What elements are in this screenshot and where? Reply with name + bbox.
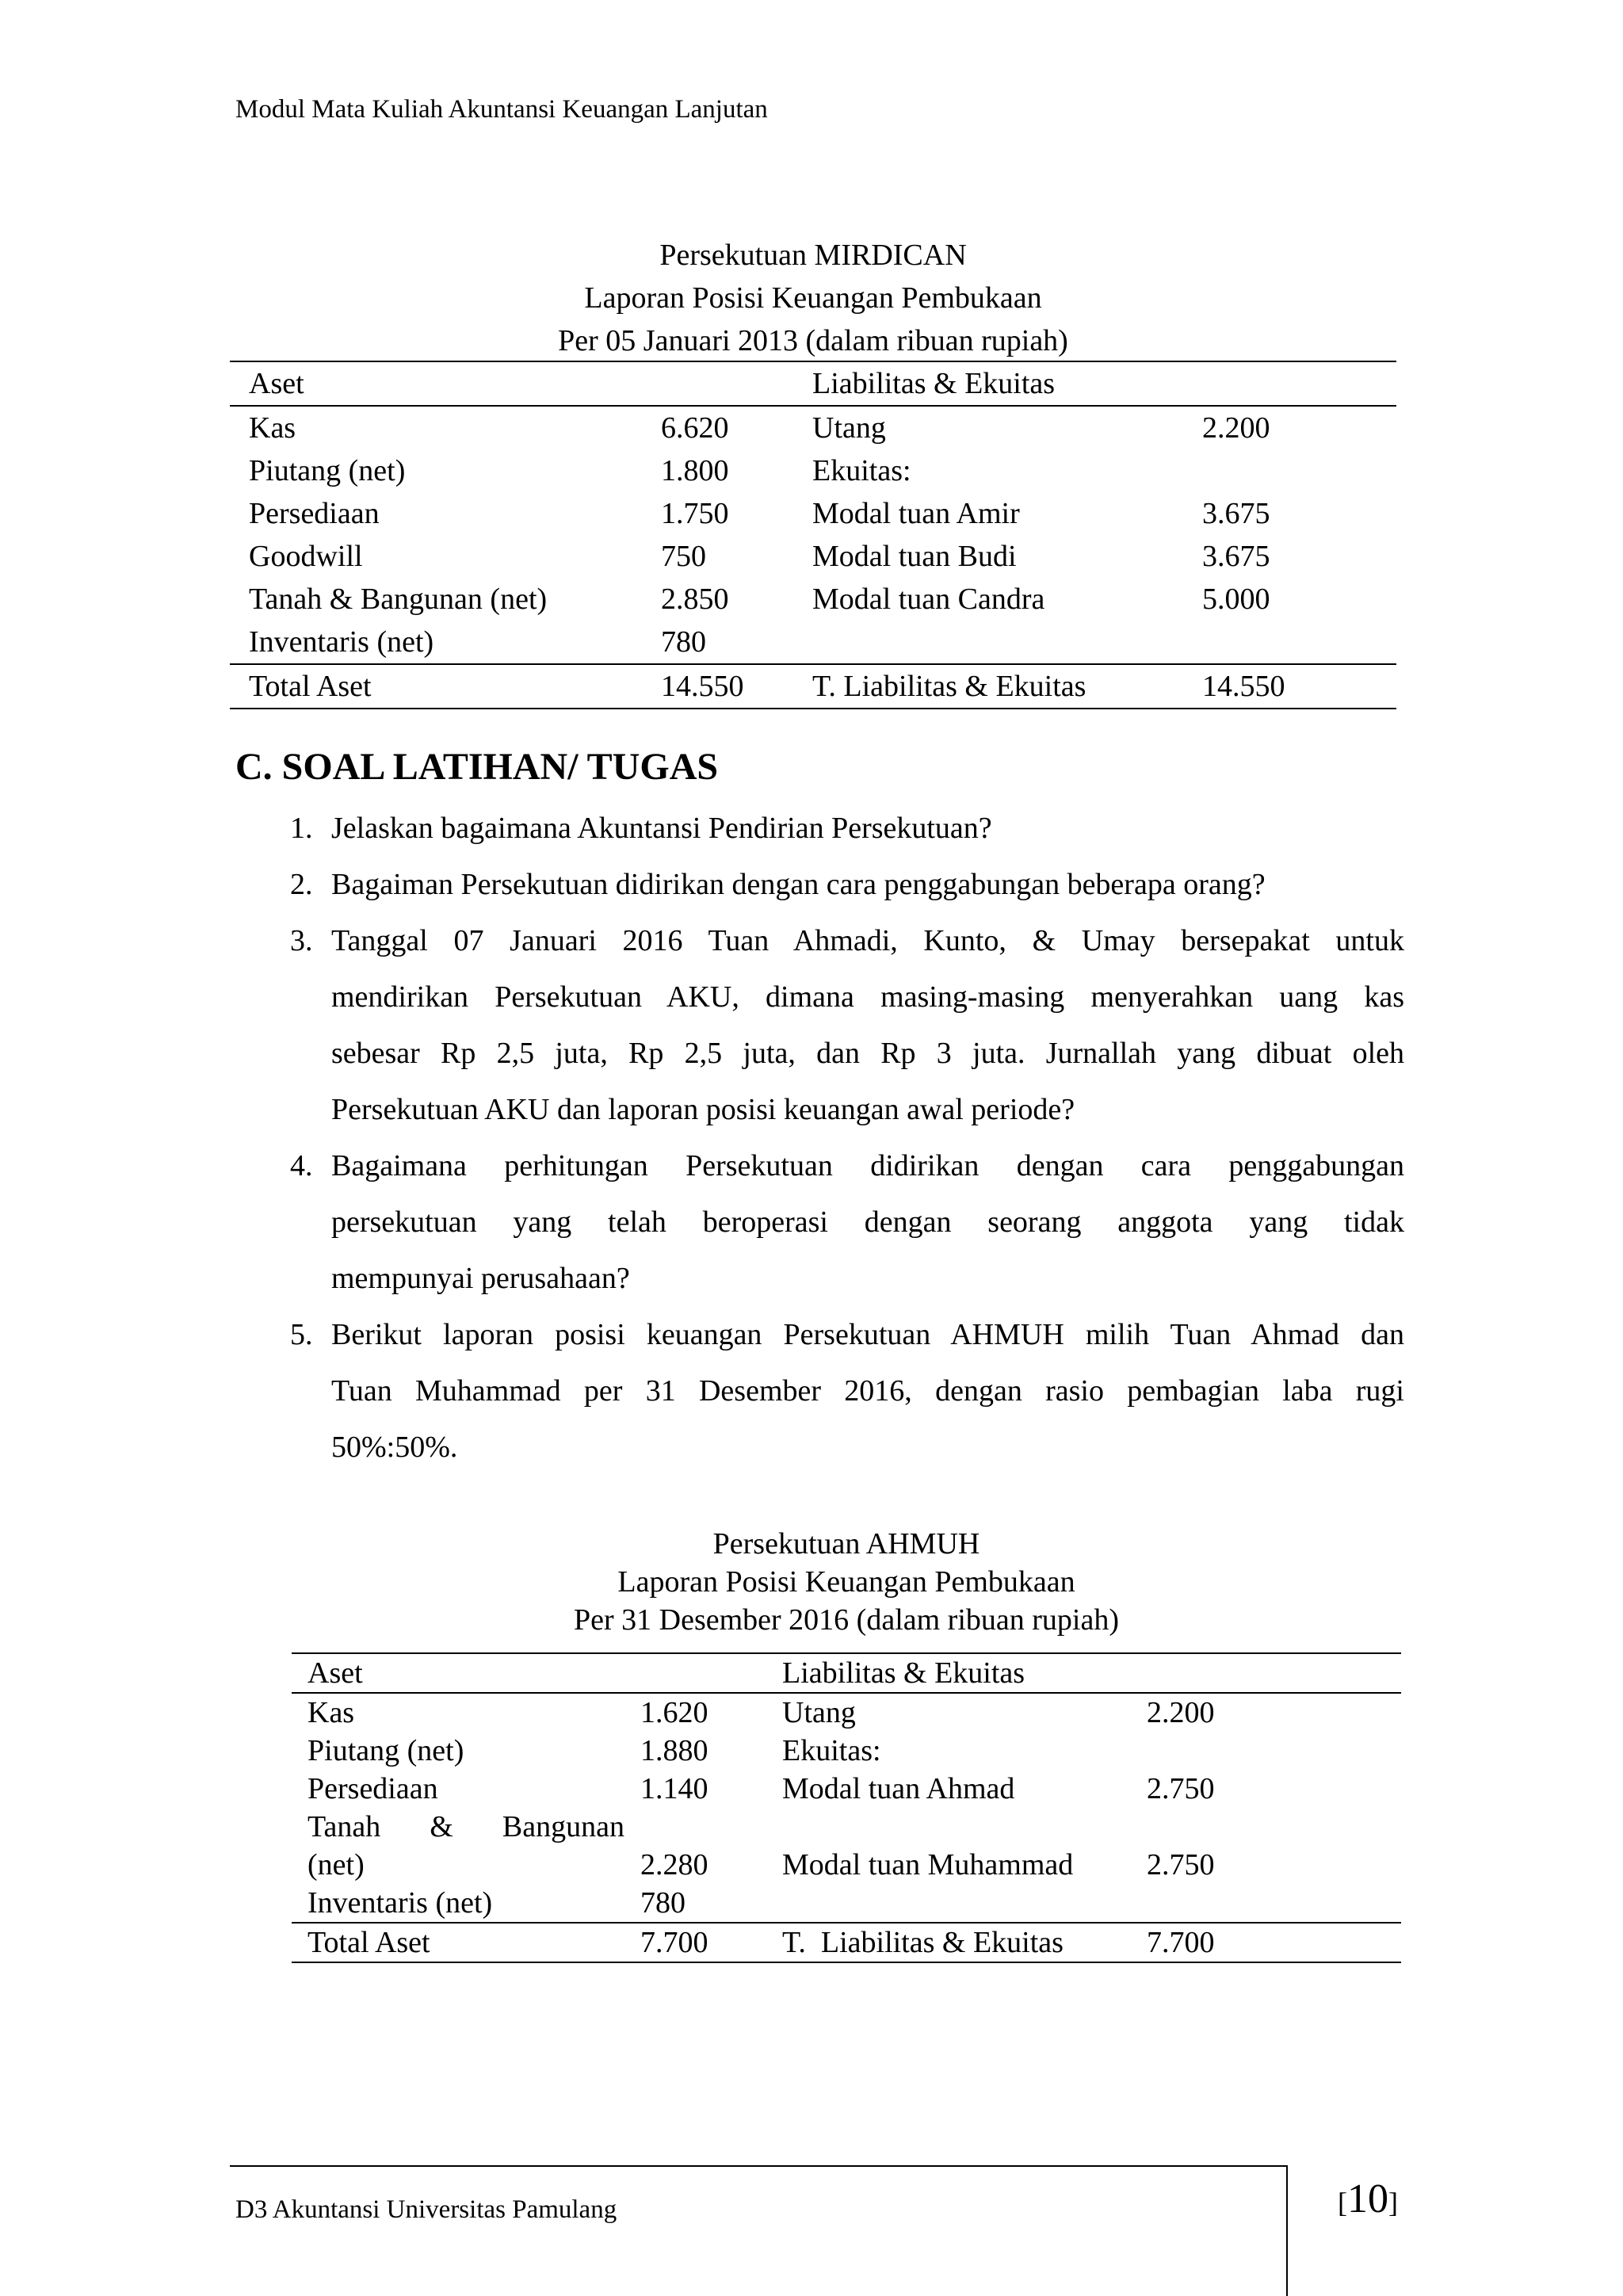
asset-label: Inventaris (net) <box>249 625 434 659</box>
question-text: mempunyai perusahaan? <box>331 1262 630 1295</box>
page-number-value: 10 <box>1347 2176 1388 2222</box>
asset-value: 1.750 <box>661 497 729 530</box>
header-spacer <box>640 1653 782 1693</box>
table-row <box>292 1770 1401 1808</box>
asset-value: 780 <box>640 1886 685 1920</box>
liability-value: 2.750 <box>1147 1848 1215 1881</box>
header-spacer <box>1202 361 1396 406</box>
header-spacer <box>661 361 812 406</box>
table-total-row <box>230 664 1396 709</box>
liability-value: 3.675 <box>1202 540 1270 573</box>
liability-label: Ekuitas: <box>782 1734 881 1767</box>
liability-label: Ekuitas: <box>812 454 911 487</box>
asset-value: 1.620 <box>640 1696 708 1729</box>
asset-value: 780 <box>661 625 706 659</box>
table-row <box>292 1693 1401 1732</box>
question-text: 50%:50%. <box>331 1431 458 1464</box>
section-heading: C. SOAL LATIHAN/ TUGAS <box>235 746 719 788</box>
asset-label: Persediaan <box>249 497 380 530</box>
liability-label <box>782 1884 1147 1923</box>
asset-label: Inventaris (net) <box>307 1886 493 1920</box>
table-header-row <box>292 1653 1401 1693</box>
table1-title-line-1: Persekutuan MIRDICAN <box>659 239 967 272</box>
asset-value: 2.850 <box>661 583 729 616</box>
table-row <box>230 492 1396 535</box>
table-row <box>292 1884 1401 1923</box>
liability-label <box>812 621 1202 664</box>
question-text: Berikut laporan posisi keuangan Persekutuan AHMUH milih Tuan Ahmad dan <box>331 1318 1404 1351</box>
question-text: mendirikan Persekutuan AKU, dimana masing-masing menyerahkan uang kas <box>331 980 1404 1014</box>
header-assets: Aset <box>230 361 661 406</box>
question-number: 4. <box>290 1149 313 1182</box>
asset-label: Tanah & Bangunan (net) <box>249 583 548 616</box>
table1-title-line-3: Per 05 Januari 2013 (dalam ribuan rupiah) <box>558 324 1068 357</box>
question-number: 1. <box>290 812 313 845</box>
empty-cell <box>1147 1808 1401 1846</box>
asset-label: Kas <box>307 1696 355 1729</box>
table-row <box>230 621 1396 664</box>
question-text: Tuan Muhammad per 31 Desember 2016, dengan rasio pembagian laba rugi <box>331 1374 1404 1408</box>
balance-sheet-table-mirdican <box>230 361 1396 709</box>
total-asset-label: Total Aset <box>230 664 661 709</box>
table2-title-line-2: Laporan Posisi Keuangan Pembukaan <box>617 1565 1075 1599</box>
asset-value: 1.800 <box>661 454 729 487</box>
liability-value <box>1202 449 1396 492</box>
asset-label-line-1 <box>292 1808 640 1846</box>
page-bracket-close: ] <box>1388 2187 1398 2218</box>
question-text: Bagaiman Persekutuan didirikan dengan cara penggabungan beberapa orang? <box>331 868 1266 901</box>
header-assets: Aset <box>292 1653 640 1693</box>
total-asset-value: 7.700 <box>640 1923 782 1962</box>
table-header-row <box>230 361 1396 406</box>
table-row <box>292 1808 1401 1846</box>
asset-label: Piutang (net) <box>307 1734 464 1767</box>
liability-value: 2.200 <box>1147 1696 1215 1729</box>
total-liability-label: T. Liabilitas & Ekuitas <box>812 664 1202 709</box>
asset-label-split: Tanah & Bangunan <box>307 1810 624 1843</box>
question-text: Jelaskan bagaimana Akuntansi Pendirian Persekutuan? <box>331 812 992 845</box>
empty-cell <box>640 1808 782 1846</box>
asset-label: Goodwill <box>249 540 363 573</box>
table-total-row <box>292 1923 1401 1962</box>
asset-label: Kas <box>249 411 296 445</box>
total-asset-label: Total Aset <box>292 1923 640 1962</box>
liability-label: Modal tuan Budi <box>812 540 1017 573</box>
table-row <box>230 535 1396 578</box>
asset-value: 6.620 <box>661 411 729 445</box>
question-number: 3. <box>290 924 313 957</box>
asset-value: 1.880 <box>640 1734 708 1767</box>
question-text: Tanggal 07 Januari 2016 Tuan Ahmadi, Kunto, & Umay bersepakat untuk <box>331 924 1404 957</box>
header-liabilities: Liabilitas & Ekuitas <box>782 1653 1147 1693</box>
balance-sheet-table-ahmuh <box>292 1652 1401 1963</box>
footer-institution: D3 Akuntansi Universitas Pamulang <box>235 2195 617 2224</box>
page-number <box>1338 2176 1398 2222</box>
asset-value: 750 <box>661 540 706 573</box>
asset-label: Persediaan <box>307 1772 438 1805</box>
asset-value: 2.280 <box>640 1848 708 1881</box>
question-text: persekutuan yang telah beroperasi dengan seorang anggota yang tidak <box>331 1205 1404 1239</box>
header-spacer <box>1147 1653 1401 1693</box>
liability-value: 2.200 <box>1202 411 1270 445</box>
footer-divider <box>230 2165 1287 2167</box>
header-liabilities: Liabilitas & Ekuitas <box>812 361 1202 406</box>
page-bracket-open: [ <box>1338 2187 1347 2218</box>
empty-cell <box>782 1808 1147 1846</box>
table-row <box>292 1732 1401 1770</box>
table-row <box>292 1846 1401 1884</box>
liability-value: 3.675 <box>1202 497 1270 530</box>
asset-value: 1.140 <box>640 1772 708 1805</box>
asset-label-line-2: (net) <box>307 1848 365 1881</box>
liability-value <box>1147 1884 1401 1923</box>
question-text: Bagaimana perhitungan Persekutuan didirikan dengan cara penggabungan <box>331 1149 1404 1182</box>
liability-value: 5.000 <box>1202 583 1270 616</box>
liability-label: Modal tuan Amir <box>812 497 1020 530</box>
table1-title-line-2: Laporan Posisi Keuangan Pembukaan <box>584 281 1042 315</box>
liability-value: 2.750 <box>1147 1772 1215 1805</box>
question-number: 2. <box>290 868 313 901</box>
liability-value <box>1202 621 1396 664</box>
liability-label: Modal tuan Candra <box>812 583 1045 616</box>
question-text: sebesar Rp 2,5 juta, Rp 2,5 juta, dan Rp 3 juta. Jurnallah yang dibuat oleh <box>331 1037 1404 1070</box>
liability-label: Utang <box>782 1696 856 1729</box>
total-liability-value: 7.700 <box>1147 1923 1401 1962</box>
question-text: Persekutuan AKU dan laporan posisi keuangan awal periode? <box>331 1093 1075 1126</box>
liability-label: Modal tuan Ahmad <box>782 1772 1015 1805</box>
total-asset-value: 14.550 <box>661 664 812 709</box>
liability-label: Modal tuan Muhammad <box>782 1848 1074 1881</box>
footer-vertical-divider <box>1286 2165 1288 2296</box>
asset-label: Piutang (net) <box>249 454 406 487</box>
liability-label: Utang <box>812 411 886 445</box>
table2-title-line-1: Persekutuan AHMUH <box>712 1527 980 1561</box>
liability-value <box>1147 1732 1401 1770</box>
question-number: 5. <box>290 1318 313 1351</box>
total-liability-value: 14.550 <box>1202 664 1396 709</box>
table2-title-line-3: Per 31 Desember 2016 (dalam ribuan rupiah) <box>573 1603 1119 1637</box>
total-liability-label: T. Liabilitas & Ekuitas <box>782 1923 1147 1962</box>
table-row <box>230 449 1396 492</box>
table-row <box>230 406 1396 449</box>
table-row <box>230 578 1396 621</box>
running-header: Modul Mata Kuliah Akuntansi Keuangan Lanjutan <box>235 95 768 124</box>
